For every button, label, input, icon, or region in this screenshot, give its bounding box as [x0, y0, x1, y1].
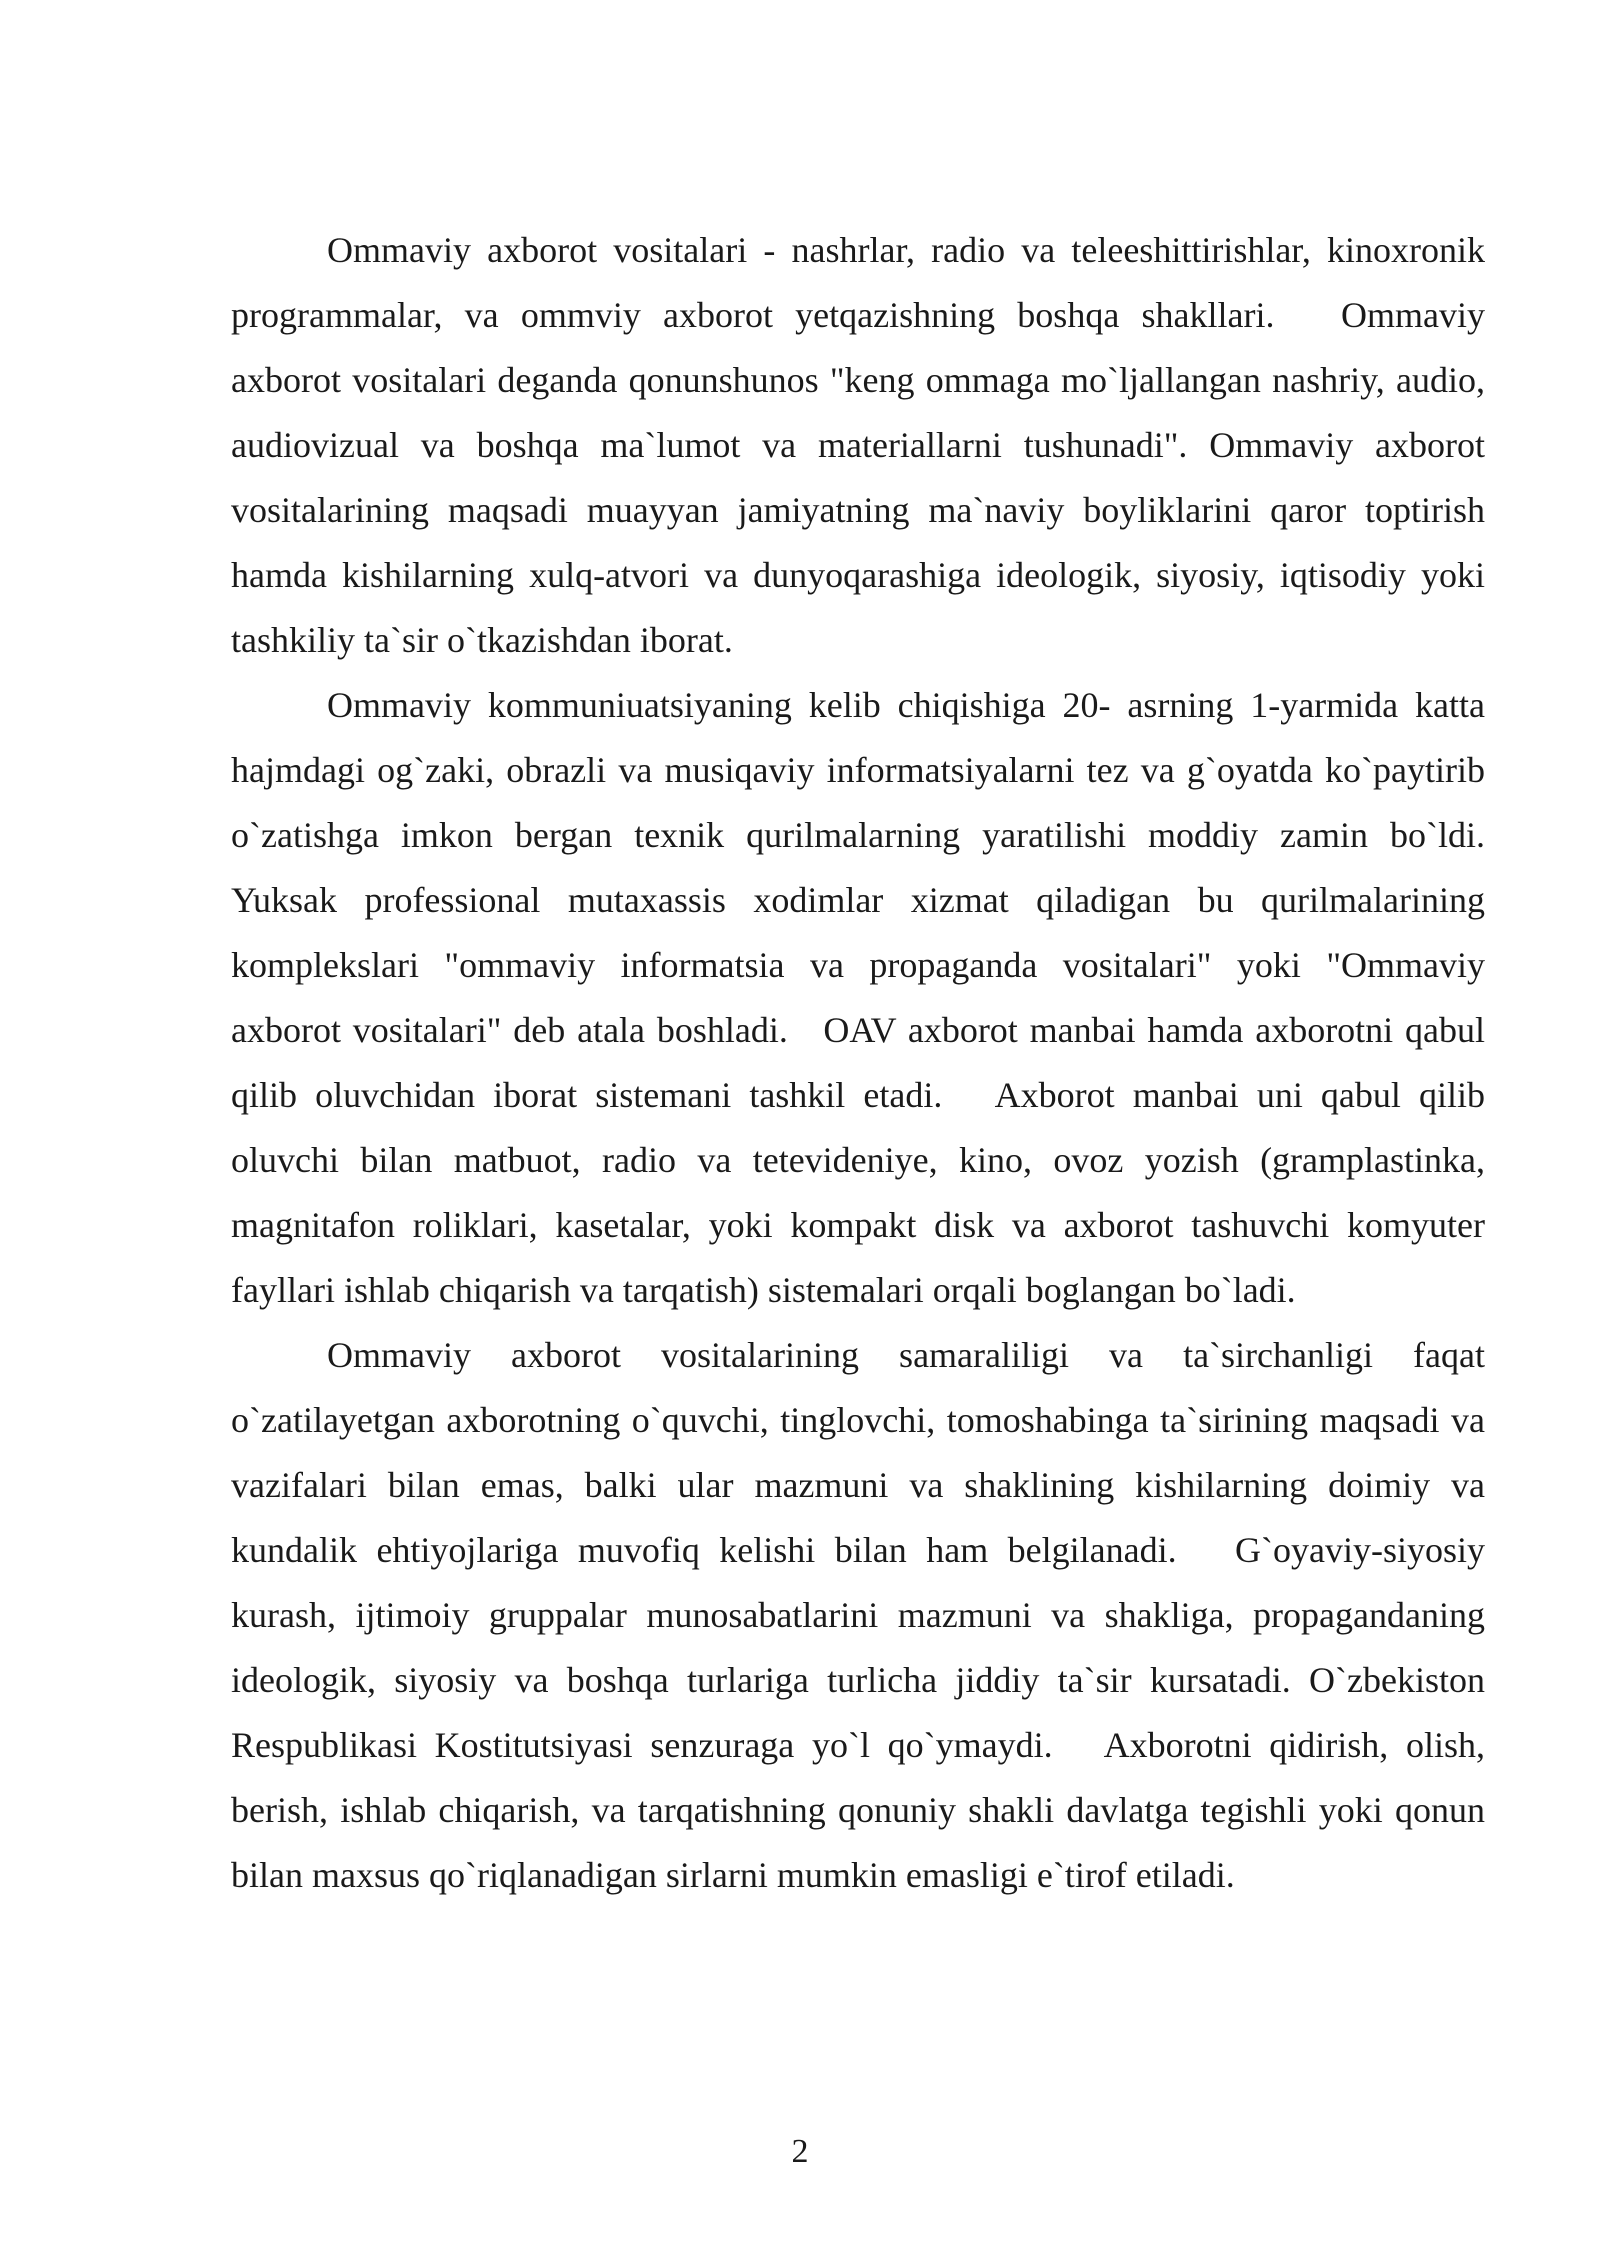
paragraph-2: Ommaviy kommuniuatsiyaning kelib chiqishiga 20- asrning 1-yarmida katta hajmdagi og`zaki, obrazli va musiqaviy informatsiyalarni tez va g`oyatda ko`paytirib o`zatishga imkon bergan texnik qurilmalarning yaratilishi moddiy zamin bo`ldi. Yuksak professional mutaxassis xodimlar xizmat qiladigan bu qurilmalarining komplekslari "ommaviy informatsia va propaganda vositalari" yoki "Ommaviy axborot vositalari" deb atala boshladi. OAV axborot manbai hamda axborotni qabul qilib oluvchidan iborat sistemani tashkil etadi. Axborot manbai uni qabul qilib oluvchi bilan matbuot, radio va tetevideniye, kino, ovoz yozish (gramplastinka, magnitafon roliklari, kasetalar, yoki kompakt disk va axborot tashuvchi komyuter fayllari ishlab chiqarish va tarqatish) sistemalari orqali boglangan bo`ladi. [231, 685, 1512, 1310]
page-number: 2 [791, 2133, 809, 2170]
paragraph-1: Ommaviy axborot vositalari - nashrlar, radio va teleeshittirishlar, kinoxronik programmalar, va ommviy axborot yetqazishning boshqa shakllari. Ommaviy axborot vositalari deganda qonunshunos "keng ommaga mo`ljallangan nashriy, audio, audiovizual va boshqa ma`lumot va materiallarni tushunadi". Ommaviy axborot vositalarining maqsadi muayyan jamiyatning ma`naviy boyliklarini qaror toptirish hamda kishilarning xulq-atvori va dunyoqarashiga ideologik, siyosiy, iqtisodiy yoki tashkiliy ta`sir o`tkazishdan iborat. [231, 230, 1494, 660]
paragraph-3: Ommaviy axborot vositalarining samaraliligi va ta`sirchanligi faqat o`zatilayetgan axborotning o`quvchi, tinglovchi, tomoshabinga ta`sirining maqsadi va vazifalari bilan emas, balki ular mazmuni va shaklining kishilarning doimiy va kundalik ehtiyojlariga muvofiq kelishi bilan ham belgilanadi. G`oyaviy-siyosiy kurash, ijtimoiy gruppalar munosabatlarini mazmuni va shakliga, propagandaning ideologik, siyosiy va boshqa turlariga turlicha jiddiy ta`sir kursatadi. O`zbekiston Respublikasi Kostitutsiyasi senzuraga yo`l qo`ymaydi. Axborotni qidirish, olish, berish, ishlab chiqarish, va tarqatishning qonuniy shakli davlatga tegishli yoki qonun bilan maxsus qo`riqlanadigan sirlarni mumkin emasligi e`tirof etiladi. [231, 1335, 1494, 1895]
document-body [231, 218, 1512, 1908]
